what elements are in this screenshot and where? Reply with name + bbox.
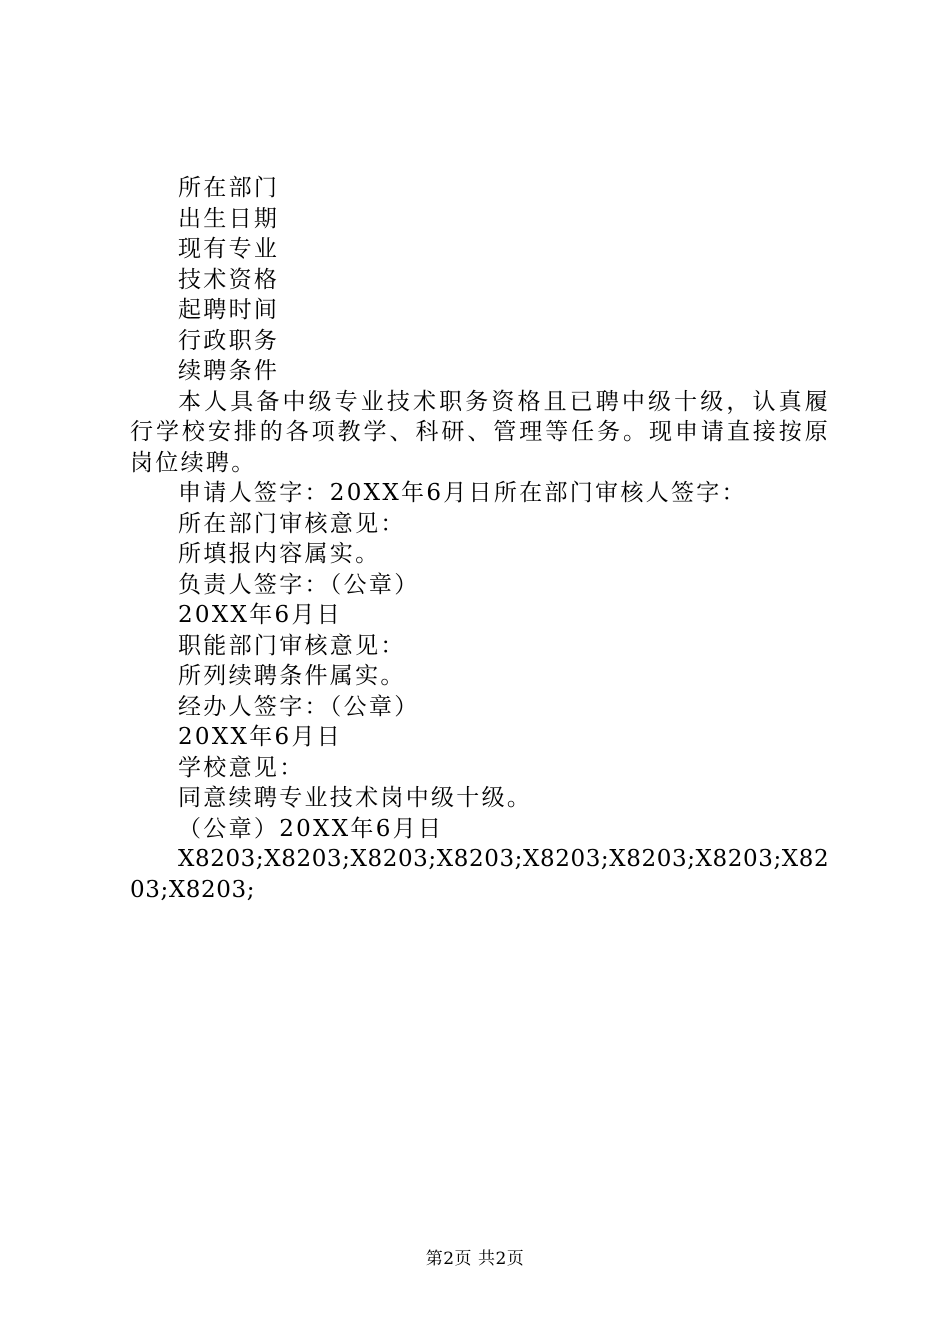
department-review-heading: 所在部门审核意见： [178, 510, 406, 537]
functional-review-text: 所列续聘条件属实。 [178, 663, 406, 689]
applicant-signature-line: 申请人签字：20XX年6月日所在部门审核人签字： [178, 480, 747, 506]
field-appointment-start: 起聘时间 [178, 297, 280, 323]
field-administrative-post: 行政职务 [178, 327, 280, 354]
school-opinion-text: 同意续聘专业技术岗中级十级。 [178, 785, 533, 811]
document-body [130, 173, 830, 905]
supervisor-signature-line: 负责人签字：（公章） [178, 571, 420, 598]
field-birth-date: 出生日期 [178, 205, 280, 232]
field-technical-qualification: 技术资格 [178, 266, 280, 293]
trailing-code-text: X8203;X8203;X8203;X8203;X8203;X8203;X8203;X8203;X8203; [130, 846, 830, 903]
functional-review-heading: 职能部门审核意见： [178, 632, 406, 659]
school-seal-date-line: （公章）20XX年6月日 [178, 815, 444, 842]
field-current-major: 现有专业 [178, 236, 280, 262]
department-review-text: 所填报内容属实。 [178, 541, 381, 567]
school-opinion-heading: 学校意见： [178, 754, 305, 781]
page-number-footer: 第2页 共2页 [425, 1249, 525, 1269]
department-date-line: 20XX年6月日 [178, 602, 343, 628]
statement-paragraph: 本人具备中级专业技术职务资格且已聘中级十级，认真履行学校安排的各项教学、科研、管理等任务。现申请直接按原岗位续聘。 [130, 388, 830, 476]
functional-date-line: 20XX年6月日 [178, 724, 343, 750]
handler-signature-line: 经办人签字：（公章） [178, 693, 420, 720]
field-department: 所在部门 [178, 175, 280, 201]
field-renewal-conditions: 续聘条件 [178, 358, 280, 384]
